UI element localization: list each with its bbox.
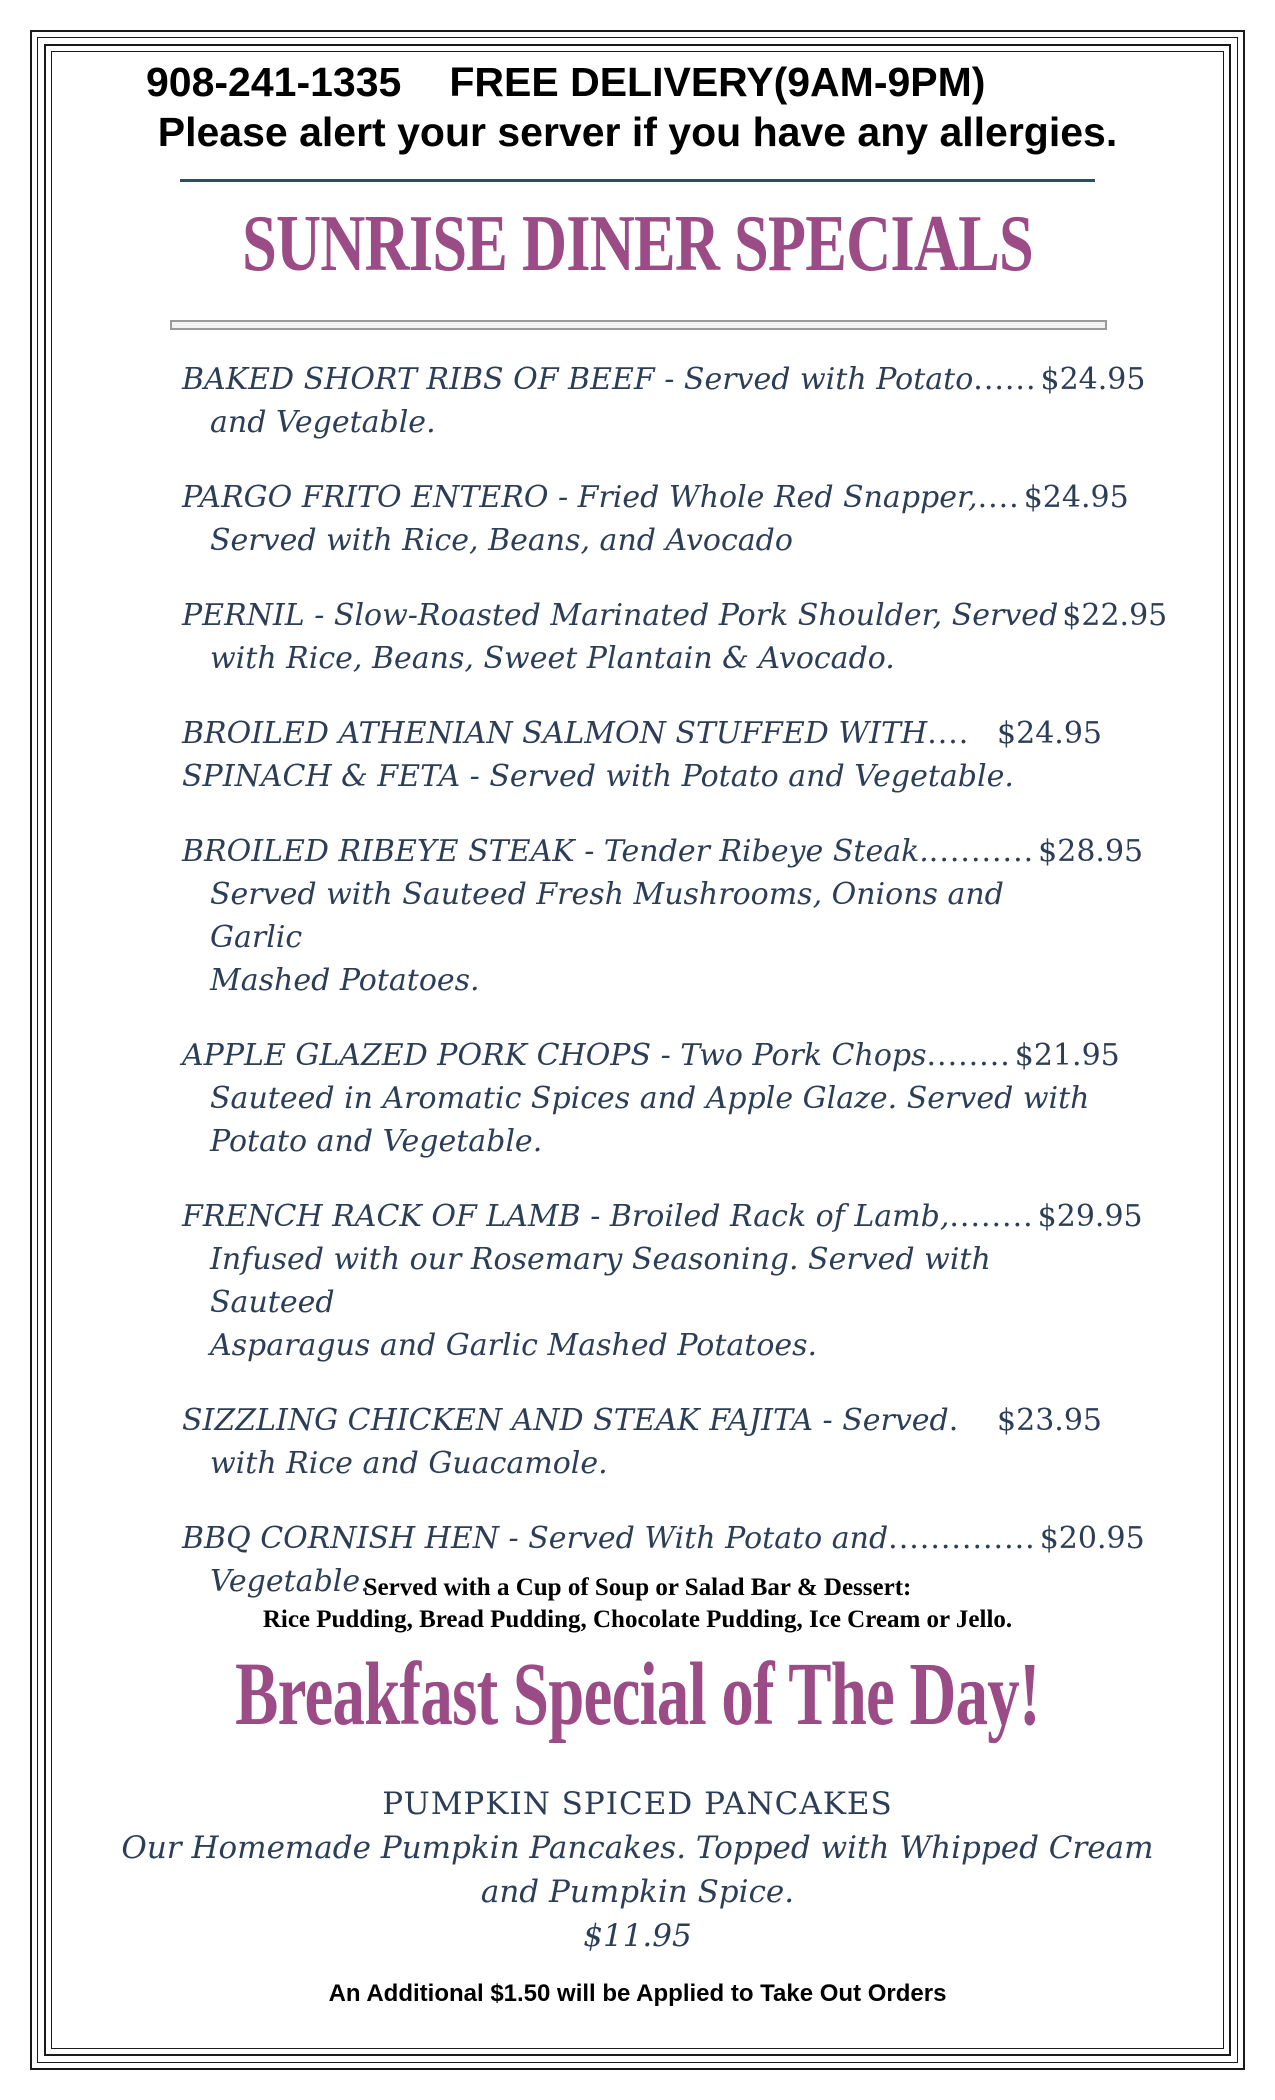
menu-item-leader-dots: .... <box>977 480 1020 515</box>
menu-item-description-line: Potato and Vegetable. <box>210 1124 543 1159</box>
page-title: SUNRISE DINER SPECIALS <box>242 200 1033 288</box>
menu-item-description-line: Sauteed in Aromatic Spices and Apple Glaze. Served with <box>210 1081 1090 1116</box>
menu-item-price: $20.95 <box>1039 1521 1145 1556</box>
menu-item-title: SIZZLING CHICKEN AND STEAK FAJITA - Served <box>182 1403 949 1438</box>
breakfast-name: PUMPKIN SPICED PANCAKES <box>382 1786 893 1822</box>
menu-item-description-line: Vegetable. <box>210 1564 370 1599</box>
menu-item-description-line: with Rice, Beans, Sweet Plantain & Avocado. <box>210 641 895 676</box>
menu-item-first-line <box>182 594 1168 637</box>
menu-item-first-line <box>182 830 1144 873</box>
menu-item-title: FRENCH RACK OF LAMB - Broiled Rack of Lamb, <box>182 1199 950 1234</box>
breakfast-price: $11.95 <box>583 1918 692 1954</box>
menu-item-leader-dots: . <box>948 1403 960 1438</box>
menu-item-price: $24.95 <box>1040 362 1146 397</box>
menu-item <box>182 830 1144 1002</box>
menu-item-price: $29.95 <box>1037 1199 1143 1234</box>
breakfast-title: Breakfast Special of The Day! <box>235 1645 1040 1744</box>
served-with-note <box>0 1572 1275 1636</box>
menu-item-leader-dots: ...... <box>973 362 1037 397</box>
menu-item-price: $24.95 <box>1023 480 1129 515</box>
menu-item-description-line: and Vegetable. <box>210 405 436 440</box>
menu-item-description-line: Mashed Potatoes. <box>210 963 480 998</box>
menu-item-first-line <box>182 1195 1143 1238</box>
menu-item-first-line <box>182 1034 1120 1077</box>
menu-item-description-line: Served with Sauteed Fresh Mushrooms, Onions and Garlic <box>210 877 1004 955</box>
menu-item-title: BBQ CORNISH HEN - Served With Potato and <box>182 1521 889 1556</box>
menu-item <box>182 712 1102 798</box>
menu-item-description-line: Asparagus and Garlic Mashed Potatoes. <box>210 1328 818 1363</box>
menu-item-title: PARGO FRITO ENTERO - Fried Whole Red Snapper, <box>182 480 978 515</box>
phone-number[interactable]: 908-241-1335 <box>146 59 402 105</box>
breakfast-desc-2: and Pumpkin Spice. <box>480 1874 795 1910</box>
menu-item-leader-dots: .... <box>927 716 970 751</box>
menu-item <box>182 1195 1143 1367</box>
header-divider <box>180 179 1095 182</box>
menu-item-leader-dots: ........ <box>926 1038 1011 1073</box>
menu-item <box>182 1399 1102 1485</box>
contact-line <box>70 58 1205 106</box>
delivery-info: FREE DELIVERY(9AM-9PM) <box>449 59 986 105</box>
menu-item-first-line <box>182 476 1129 519</box>
breakfast-special <box>0 1782 1275 1958</box>
menu-item-title: BAKED SHORT RIBS OF BEEF - Served with Potato <box>182 362 974 397</box>
menu-item-description-line: Served with Rice, Beans, and Avocado <box>210 523 793 558</box>
menu-item-first-line <box>182 1399 1102 1442</box>
menu-item-price: $24.95 <box>997 716 1102 751</box>
menu-item-title: BROILED ATHENIAN SALMON STUFFED WITH <box>182 716 928 751</box>
menu-item <box>182 476 1129 562</box>
served-with-line-1: Served with a Cup of Soup or Salad Bar & Dessert: <box>363 1574 912 1601</box>
menu-item <box>182 358 1146 444</box>
menu-item-price: $23.95 <box>997 1403 1102 1438</box>
menu-item-leader-dots: .............. <box>888 1521 1036 1556</box>
menu-item-first-line <box>182 712 1102 755</box>
menu-item-price: $22.95 <box>1062 598 1168 633</box>
menu-item-first-line <box>182 1517 1145 1560</box>
menu-item-leader-dots: ........ <box>949 1199 1034 1234</box>
menu-item-title: BROILED RIBEYE STEAK - Tender Ribeye Steak. <box>182 834 929 869</box>
specials-list <box>182 358 1168 1635</box>
menu-item-description-line: Infused with our Rosemary Seasoning. Served with Sauteed <box>210 1242 991 1320</box>
menu-item-description-line: with Rice and Guacamole. <box>210 1446 608 1481</box>
menu-item-price: $28.95 <box>1038 834 1144 869</box>
menu-item-title: PERNIL - Slow-Roasted Marinated Pork Shoulder, Served <box>182 598 1059 633</box>
menu-item-description-line: SPINACH & FETA - Served with Potato and Vegetable. <box>182 759 1014 794</box>
header <box>70 58 1205 156</box>
menu-item <box>182 1034 1120 1163</box>
allergy-notice: Please alert your server if you have any allergies. <box>157 109 1118 155</box>
takeout-notice: An Additional $1.50 will be Applied to Take Out Orders <box>328 1980 947 2007</box>
menu-item-price: $21.95 <box>1014 1038 1120 1073</box>
breakfast-desc-1: Our Homemade Pumpkin Pancakes. Topped with Whipped Cream <box>121 1830 1154 1866</box>
menu-item <box>182 594 1168 680</box>
menu-item-title: APPLE GLAZED PORK CHOPS - Two Pork Chops <box>182 1038 927 1073</box>
title-divider <box>170 320 1107 330</box>
served-with-line-2: Rice Pudding, Bread Pudding, Chocolate Pudding, Ice Cream or Jello. <box>262 1606 1013 1633</box>
menu-item-leader-dots: .......... <box>928 834 1035 869</box>
menu-item-first-line <box>182 358 1146 401</box>
